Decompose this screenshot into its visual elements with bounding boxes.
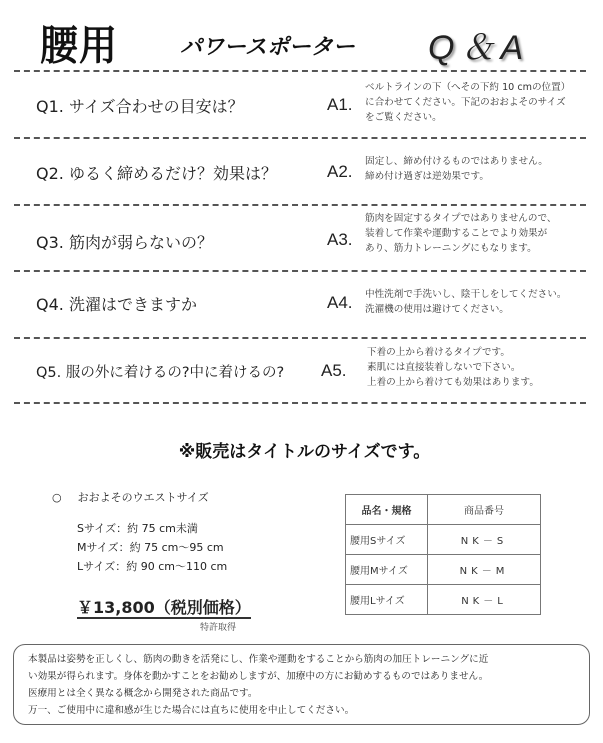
- qa-item-3: [0, 206, 603, 270]
- product-number-cell: NK－M: [428, 555, 541, 585]
- size-s-line: Sサイズ：約 75 cm未満: [77, 522, 198, 535]
- size-m-line: Mサイズ：約 75 cm～95 cm: [77, 541, 224, 554]
- divider: [14, 402, 586, 404]
- answer-label: A1.: [327, 95, 353, 114]
- product-name-cell: 腰用Mサイズ: [346, 555, 428, 585]
- disclaimer-box: 本製品は姿勢を正しくし、筋肉の動きを活発にし、作業や運動をすることから筋肉の加圧トレーニングに近 い効果が得られます。身体を動かすことをお勧めしますが、加療中の方にお勧めするものではありません。 医療用とは全く異なる概念から開発された商品です。 万一、ご使用中に違和感が生じた場合には直ちに使用を中止してください。: [13, 644, 590, 725]
- size-l-line: Lサイズ：約 90 cm～110 cm: [77, 560, 228, 573]
- qa-item-2: [0, 139, 603, 205]
- bullet-circle-icon: ○: [52, 491, 62, 504]
- price-label: ￥13,800（税別価格）: [77, 598, 251, 617]
- question-text: Q3. 筋肉が弱らないの？: [36, 233, 213, 252]
- product-name-cell: 腰用Sサイズ: [346, 525, 428, 555]
- answer-label: A5.: [321, 361, 347, 380]
- waist-size-heading: ○ おおよそのウエストサイズ: [52, 491, 209, 504]
- answer-label: A2.: [327, 162, 353, 181]
- title-product-name: パワースポーター: [180, 35, 355, 60]
- answer-text: 固定し、締め付けるものではありません。 締め付け過ぎは逆効果です。: [365, 156, 548, 182]
- answer-text: 筋肉を固定するタイプではありませんので、 装着して作業や運動することでより効果が あり、筋力トレーニングにもなります。: [365, 213, 557, 254]
- title-qa: Q＆A: [428, 29, 530, 67]
- qa-item-1: [0, 72, 603, 137]
- table-row: [346, 585, 541, 615]
- title-main: 腰用: [40, 21, 119, 70]
- header-product-name: 品名・規格: [346, 495, 428, 525]
- answer-label: A3.: [327, 230, 353, 249]
- table-row: [346, 555, 541, 585]
- table-header-row: [346, 495, 541, 525]
- question-text: Q2. ゆるく締めるだけ？効果は？: [36, 164, 277, 183]
- patent-label: 特許取得: [200, 623, 237, 633]
- question-text: Q5. 服の外に着けるの?中に着けるの?: [36, 365, 285, 381]
- product-name-cell: 腰用Lサイズ: [346, 585, 428, 615]
- sales-notice: ※販売はタイトルのサイズです。: [178, 442, 431, 462]
- question-text: Q1. サイズ合わせの目安は？: [36, 97, 244, 116]
- question-text: Q4. 洗濯はできますか: [36, 295, 197, 314]
- qa-item-4: [0, 272, 603, 337]
- answer-label: A4.: [327, 293, 353, 312]
- product-number-cell: NK－L: [428, 585, 541, 615]
- answer-text: ベルトラインの下（へその下約 10 cmの位置） に合わせてください。下記のおおよそのサイズ をご覧ください。: [365, 82, 571, 123]
- product-number-cell: NK－S: [428, 525, 541, 555]
- table-row: [346, 525, 541, 555]
- qa-item-5: [0, 339, 603, 403]
- header-product-number: 商品番号: [428, 495, 541, 525]
- answer-text: 中性洗剤で手洗いし、陰干しをしてください。 洗濯機の使用は避けてください。: [365, 289, 567, 315]
- answer-text: 下着の上から着けるタイプです。 素肌には直接装着しないで下さい。 上着の上から着けても効果はあります。: [367, 347, 539, 388]
- spec-table: [345, 494, 541, 615]
